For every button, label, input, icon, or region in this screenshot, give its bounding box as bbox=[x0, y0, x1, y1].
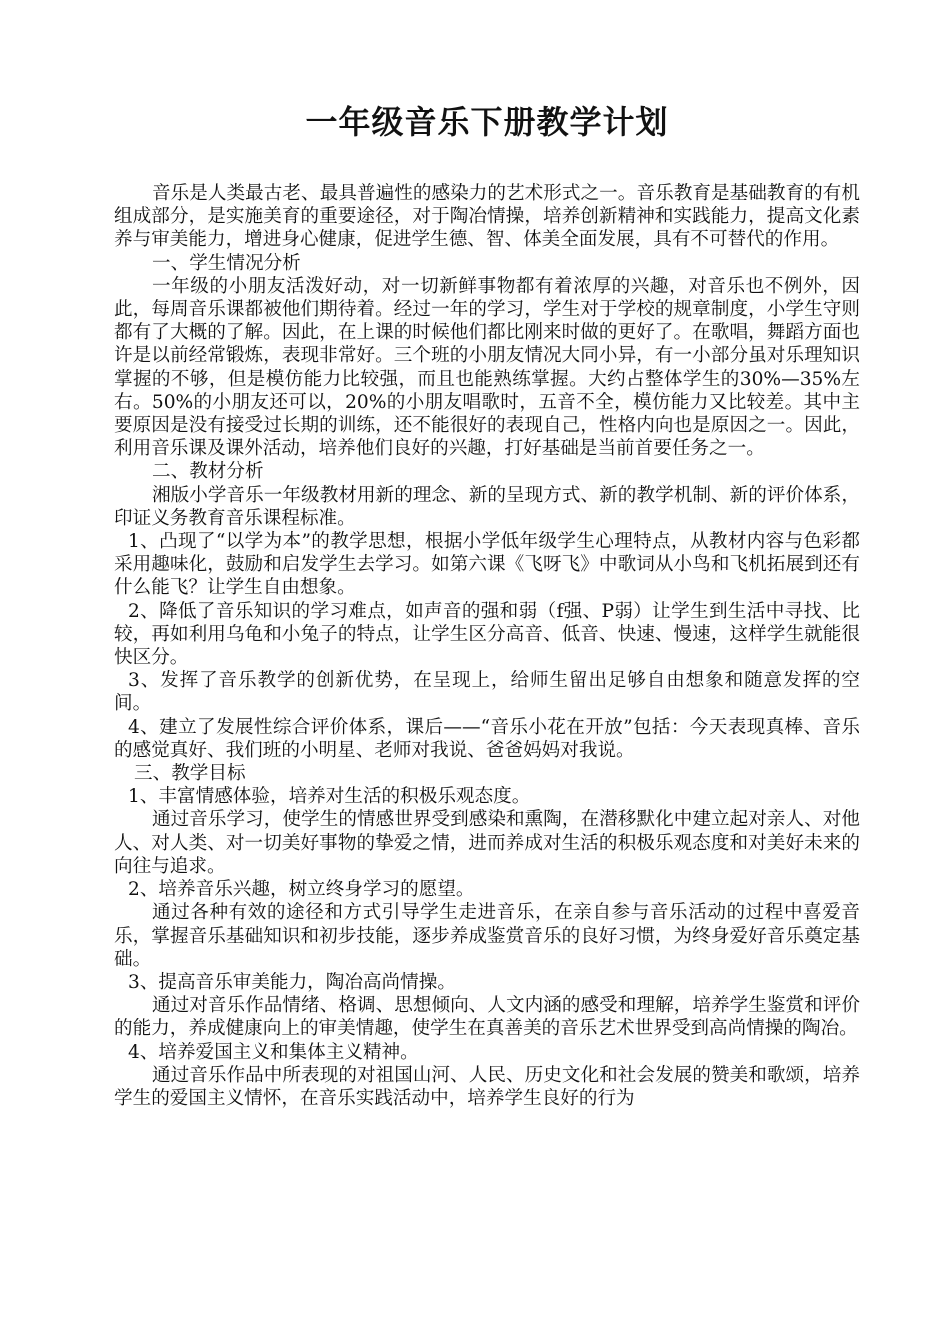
goal-4-heading: 4、培养爱国主义和集体主义精神。 bbox=[128, 1041, 419, 1063]
goal-2-paragraph: 通过各种有效的途径和方式引导学生走进音乐，在亲自参与音乐活动的过程中喜爱音乐，掌握音乐基础知识和初步技能，逐步养成鉴赏音乐的良好习惯，为终身爱好音乐奠定基础。 bbox=[114, 902, 860, 970]
textbook-point-1: 1、凸现了“以学为本”的教学思想，根据小学低年级学生心理特点，从教材内容与色彩都采用趣味化，鼓励和启发学生去学习。如第六课《飞呀飞》中歌词从小鸟和飞机拓展到还有什么能飞？让学生自由想象。 bbox=[114, 531, 860, 599]
section-heading-student-analysis: 一、学生情况分析 bbox=[152, 252, 301, 274]
textbook-point-3: 3、发挥了音乐教学的创新优势，在呈现上，给师生留出足够自由想象和随意发挥的空间。 bbox=[114, 670, 860, 715]
goal-1-heading: 1、丰富情感体验，培养对生活的积极乐观态度。 bbox=[128, 786, 531, 808]
goal-2-heading: 2、培养音乐兴趣，树立终身学习的愿望。 bbox=[128, 879, 475, 901]
intro-paragraph: 音乐是人类最古老、最具普遍性的感染力的艺术形式之一。音乐教育是基础教育的有机组成部分，是实施美育的重要途径，对于陶冶情操，培养创新精神和实践能力，提高文化素养与审美能力，增进身心健康，促进学生德、智、体美全面发展，具有不可替代的作用。 bbox=[114, 183, 860, 251]
goal-1-paragraph: 通过音乐学习，使学生的情感世界受到感染和熏陶，在潜移默化中建立起对亲人、对他人、对人类、对一切美好事物的挚爱之情，进而养成对生活的积极乐观态度和对美好未来的向往与追求。 bbox=[114, 809, 860, 877]
section-heading-textbook-analysis: 二、教材分析 bbox=[152, 461, 264, 483]
student-analysis-paragraph: 一年级的小朋友活泼好动，对一切新鲜事物都有着浓厚的兴趣，对音乐也不例外，因此，每周音乐课都被他们期待着。经过一年的学习，学生对于学校的规章制度，小学生守则都有了大概的了解。因此，在上课的时候他们都比刚来时做的更好了。在歌唱，舞蹈方面也许是以前经常锻炼，表现非常好。三个班的小朋友情况大同小异，有一小部分虽对乐理知识掌握的不够，但是模仿能力比较强，而且也能熟练掌握。大约占整体学生的30%—35%左右。50%的小朋友还可以，20%的小朋友唱歌时，五音不全，模仿能力又比较差。其中主要原因是没有接受过长期的训练，还不能很好的表现自己，性格内向也是原因之一。因此，利用音乐课及课外活动，培养他们良好的兴趣，打好基础是当前首要任务之一。 bbox=[114, 275, 860, 460]
goal-3-paragraph: 通过对音乐作品情绪、格调、思想倾向、人文内涵的感受和理解，培养学生鉴赏和评价的能力，养成健康向上的审美情趣，使学生在真善美的音乐艺术世界受到高尚情操的陶冶。 bbox=[114, 995, 860, 1040]
textbook-point-2: 2、降低了音乐知识的学习难点，如声音的强和弱（f强、P弱）让学生到生活中寻找、比较，再如利用乌龟和小兔子的特点，让学生区分高音、低音、快速、慢速，这样学生就能很快区分。 bbox=[114, 600, 860, 669]
goal-4-paragraph: 通过音乐作品中所表现的对祖国山河、人民、历史文化和社会发展的赞美和歌颂，培养学生的爱国主义情怀，在音乐实践活动中，培养学生良好的行为 bbox=[114, 1064, 860, 1109]
document-title: 一年级音乐下册教学计划 bbox=[305, 103, 669, 141]
section-heading-teaching-goals: 三、教学目标 bbox=[134, 763, 246, 785]
document-body bbox=[114, 182, 860, 1110]
goal-3-heading: 3、提高音乐审美能力，陶冶高尚情操。 bbox=[128, 971, 456, 993]
textbook-analysis-paragraph: 湘版小学音乐一年级教材用新的理念、新的呈现方式、新的教学机制、新的评价体系，印证义务教育音乐课程标准。 bbox=[114, 484, 860, 529]
textbook-point-4: 4、建立了发展性综合评价体系，课后——“音乐小花在开放”包括：今天表现真棒、音乐的感觉真好、我们班的小明星、老师对我说、爸爸妈妈对我说。 bbox=[114, 716, 860, 761]
